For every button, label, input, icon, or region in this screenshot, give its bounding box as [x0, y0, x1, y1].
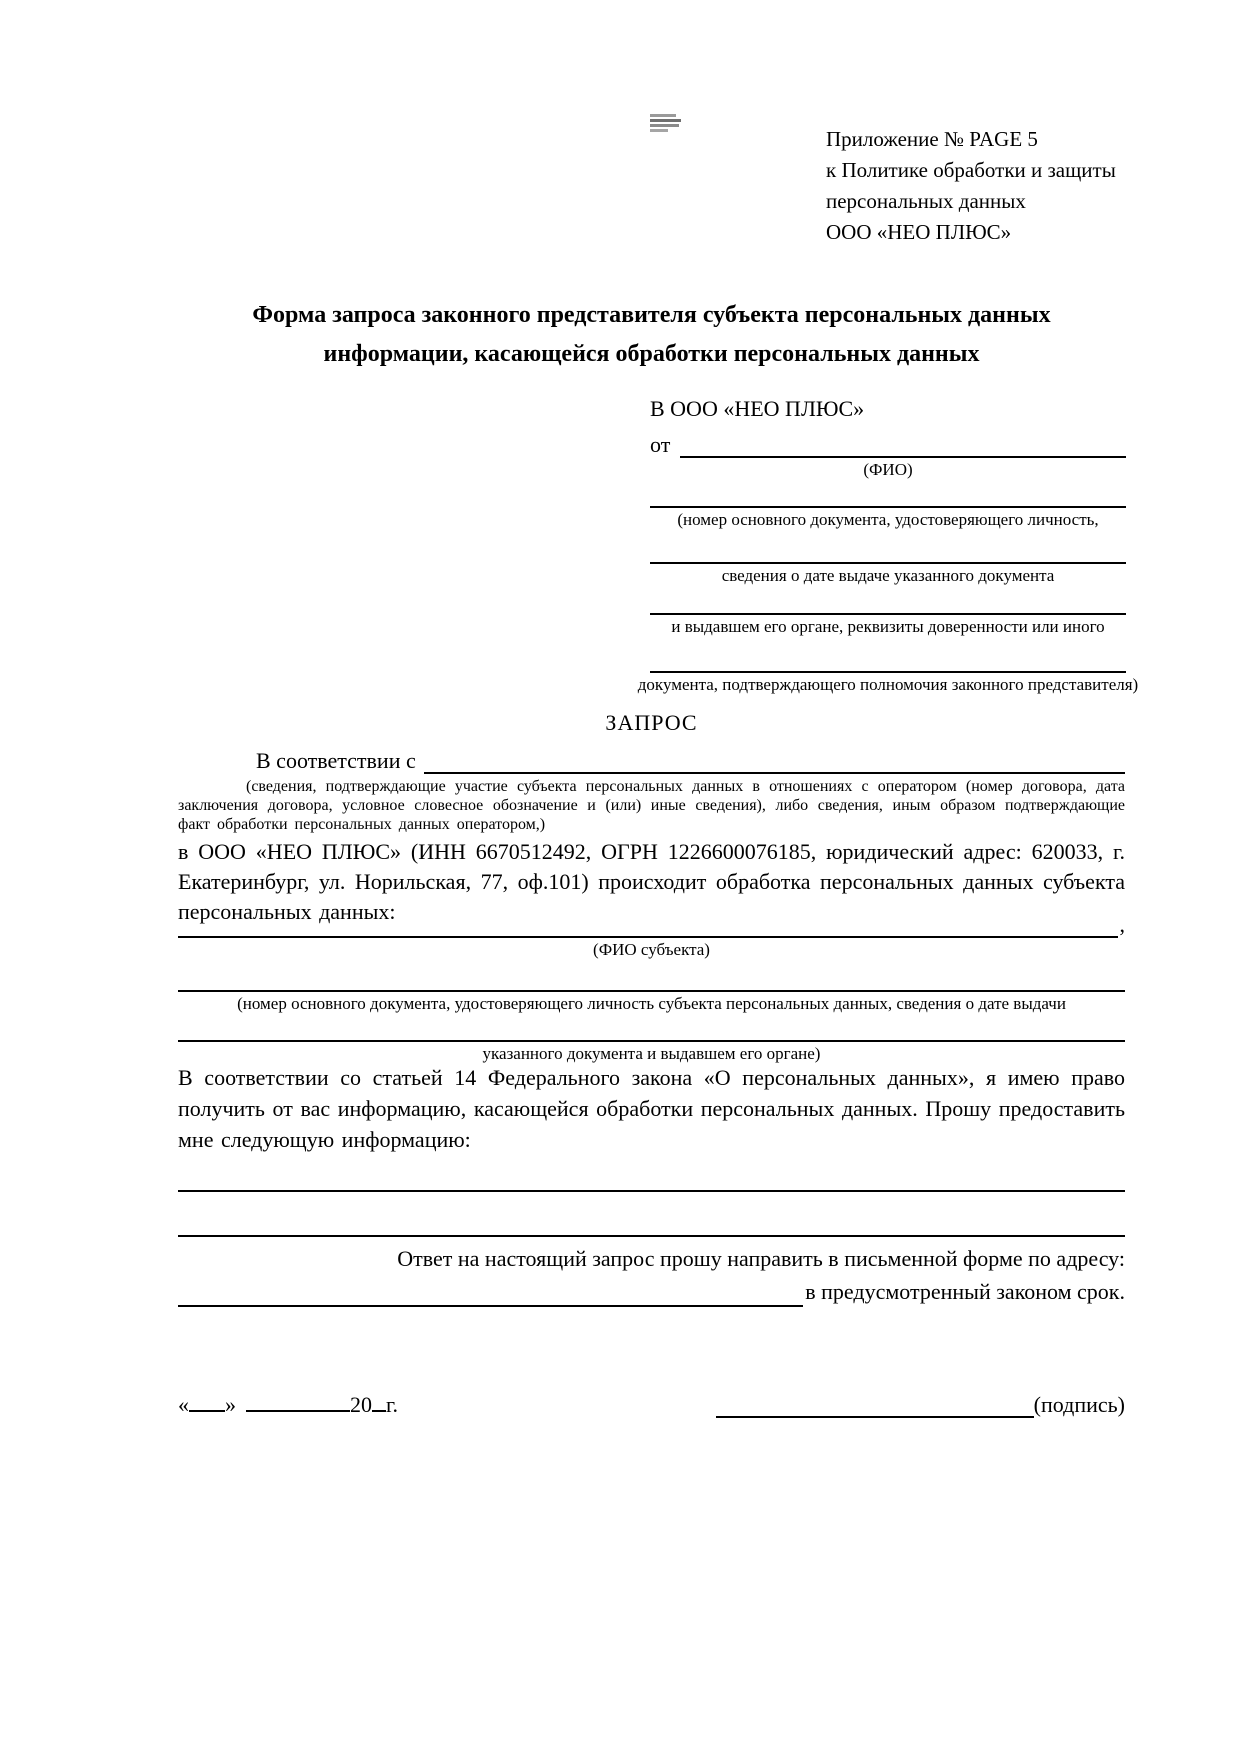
authority-document-blank-line[interactable] — [650, 651, 1126, 673]
document-number-caption: (номер основного документа, удостоверяющего личность, — [677, 510, 1099, 529]
year-prefix: 20 — [350, 1392, 372, 1417]
authority-document-caption: документа, подтверждающего полномочия законного представителя) — [637, 675, 1139, 694]
text-lines-icon — [650, 114, 682, 138]
request-heading: ЗАПРОС — [605, 710, 698, 735]
issue-date-caption: сведения о дате выдаче указанного документа — [721, 566, 1055, 585]
issuing-authority-blank-line[interactable] — [650, 593, 1126, 615]
issue-date-blank-line[interactable] — [650, 542, 1126, 564]
requested-info-blank-line-1[interactable] — [178, 1190, 1125, 1192]
appendix-header-line: персональных данных — [826, 189, 1026, 213]
date-quote-open: « — [178, 1392, 189, 1417]
answer-address-blank-line[interactable] — [178, 1283, 803, 1307]
fine-print-note: (сведения, подтверждающие участие субъекта персональных данных в отношениях с оператором (номер договора, дата заключения договора, условное словесное обозначение и (или) иные сведения), либо сведения, иным образом подтверждающие факт обработки персональных данных оператором,) — [178, 778, 1125, 833]
subject-issuing-authority-caption: указанного документа и выдавшем его органе) — [482, 1044, 821, 1063]
subject-fio-comma: , — [1119, 912, 1125, 937]
issuing-authority-caption: и выдавшем его органе, реквизиты доверенности или иного — [671, 617, 1105, 636]
appendix-header-line: к Политике обработки и защиты — [826, 158, 1116, 182]
document-number-blank-line[interactable] — [650, 486, 1126, 508]
answer-block — [178, 1243, 1125, 1307]
answer-address-text: Ответ на настоящий запрос прошу направить в письменной форме по адресу: — [397, 1246, 1125, 1271]
date-signature-row — [178, 1392, 1125, 1418]
from-field — [650, 432, 1126, 458]
law-paragraph: В соответствии со статьей 14 Федерального закона «О персональных данных», я имею право получить от вас информацию, касающейся обработки персональных данных. Прошу предоставить мне следующую информацию: — [178, 1065, 1125, 1152]
in-accordance-label: В соответствии с — [256, 748, 416, 773]
addressee-to: В ООО «НЕО ПЛЮС» — [650, 396, 865, 421]
appendix-header-line: Приложение № PAGE 5 — [826, 127, 1038, 151]
appendix-header-line: ООО «НЕО ПЛЮС» — [826, 220, 1012, 244]
addressee-block — [637, 396, 1139, 695]
in-accordance-field — [178, 748, 1125, 774]
fio-caption: (ФИО) — [863, 460, 913, 479]
from-blank-line[interactable] — [680, 434, 1126, 458]
year-suffix: г. — [386, 1392, 399, 1417]
page-title-line2: информации, касающейся обработки персональных данных — [323, 341, 980, 367]
month-blank-line[interactable] — [246, 1392, 350, 1412]
answer-address-field — [178, 1276, 1125, 1307]
operator-paragraph: в ООО «НЕО ПЛЮС» (ИНН 6670512492, ОГРН 1226600076185, юридический адрес: 620033, г. Екатеринбург, ул. Норильская, 77, оф.101) происходит обработка персональных данных субъекта персональных данных: — [178, 839, 1125, 924]
answer-deadline-text: в предусмотренный законом срок. — [805, 1279, 1125, 1304]
year-blank-line[interactable] — [372, 1392, 386, 1412]
signature-field — [716, 1392, 1125, 1418]
signature-blank-line[interactable] — [716, 1398, 1034, 1418]
appendix-header — [826, 124, 1116, 248]
subject-issuing-authority-blank-line[interactable] — [178, 1020, 1125, 1042]
subject-document-blank-line[interactable] — [178, 970, 1125, 992]
subject-document-caption: (номер основного документа, удостоверяющего личность субъекта персональных данных, сведения о дате выдачи — [237, 994, 1066, 1013]
date-field — [178, 1392, 398, 1418]
request-intro-block — [178, 748, 1125, 927]
signature-caption: (подпись) — [1033, 1392, 1125, 1417]
requested-info-blank-line-2[interactable] — [178, 1235, 1125, 1237]
date-quote-close: » — [225, 1392, 236, 1417]
subject-fields-block — [178, 912, 1125, 1064]
day-blank-line[interactable] — [189, 1392, 225, 1412]
page-title-line1: Форма запроса законного представителя субъекта персональных данных — [252, 302, 1051, 328]
subject-fio-blank-line[interactable] — [178, 912, 1118, 938]
page-title — [178, 296, 1125, 374]
subject-fio-caption: (ФИО субъекта) — [593, 940, 710, 959]
subject-fio-field — [178, 912, 1125, 938]
in-accordance-blank-line[interactable] — [424, 748, 1125, 774]
from-label: от — [650, 432, 671, 457]
